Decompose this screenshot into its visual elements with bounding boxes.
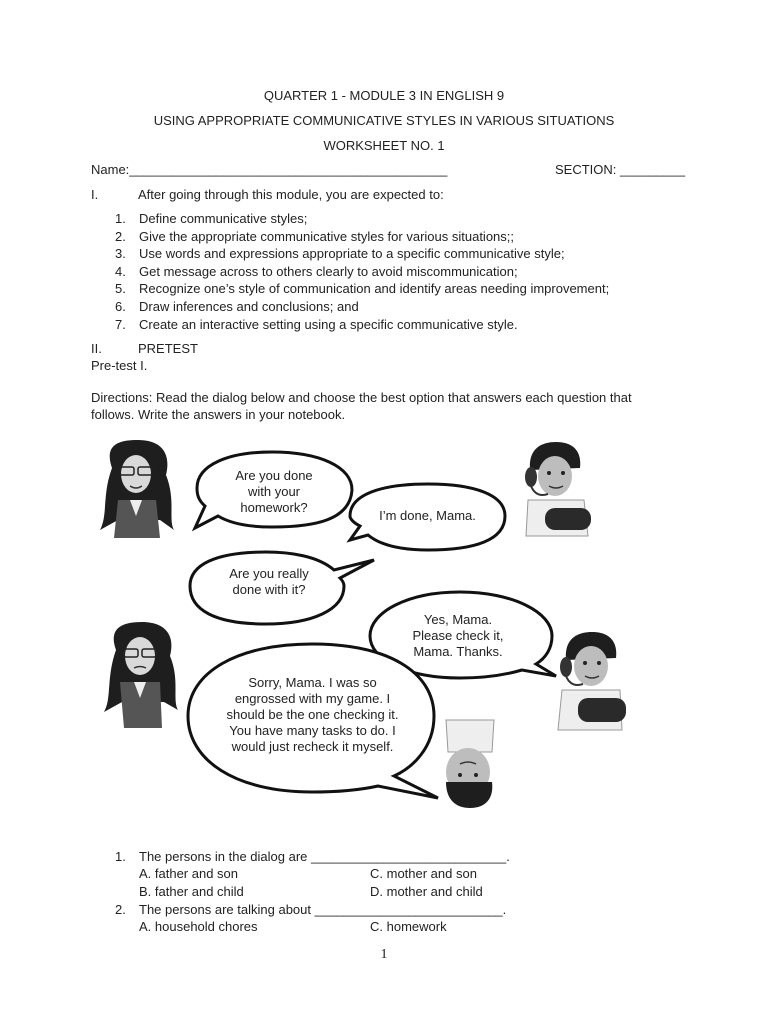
- pretest-subheading: Pre-test I.: [91, 358, 148, 373]
- directions-line-1: Directions: Read the dialog below and choose the best option that answers each question that: [91, 390, 632, 405]
- objective-item: 6. Draw inferences and conclusions; and: [115, 298, 359, 314]
- objective-item: 5. Recognize one’s style of communication and identify areas needing improvement;: [115, 281, 610, 297]
- objective-item: 4. Get message across to others clearly to avoid miscommunication;: [115, 263, 518, 279]
- page-number: 1: [380, 947, 388, 962]
- pretest-heading: PRETEST: [138, 341, 198, 356]
- part-one-intro: After going through this module, you are expected to:: [138, 187, 444, 202]
- son-gamer-avatar-icon: [558, 632, 626, 730]
- question-2-option-a[interactable]: A. household chores: [139, 919, 258, 934]
- dialog-line-1: Are you done with your homework?: [235, 468, 313, 515]
- dialog-line-4: Yes, Mama. Please check it, Mama. Thanks.: [412, 612, 504, 659]
- mother-avatar-icon: [104, 622, 178, 728]
- module-subtitle: USING APPROPRIATE COMMUNICATIVE STYLES IN VARIOUS SITUATIONS: [153, 113, 615, 128]
- dialog-line-2: I’m done, Mama.: [379, 508, 476, 523]
- objective-item: 1. Define communicative styles;: [115, 211, 308, 226]
- question-1-option-b[interactable]: B. father and child: [139, 884, 244, 899]
- question-1-number: 1.: [115, 849, 126, 864]
- question-1-option-c[interactable]: C. mother and son: [370, 866, 477, 881]
- son-gamer-avatar-icon: [525, 442, 591, 536]
- mother-avatar-icon: [100, 440, 174, 538]
- objective-item: 2. Give the appropriate communicative styles for various situations;;: [115, 228, 515, 244]
- objective-item: 7. Create an interactive setting using a specific communicative style.: [115, 316, 518, 332]
- dialog-line-5: Sorry, Mama. I was so engrossed with my game. I should be the one checking it. You have many tasks to do. I would just recheck it myself.: [226, 675, 399, 754]
- question-1-option-d[interactable]: D. mother and child: [370, 884, 483, 899]
- son-upside-down-avatar-icon: [446, 720, 494, 808]
- question-1-option-a[interactable]: A. father and son: [139, 866, 239, 881]
- section-field[interactable]: SECTION: _________: [555, 162, 686, 177]
- part-one-numeral: I.: [91, 187, 99, 202]
- dialog-line-3: Are you really done with it?: [229, 566, 309, 597]
- part-two-numeral: II.: [91, 341, 102, 356]
- name-field[interactable]: Name:____________________________________________: [91, 162, 448, 177]
- question-2-option-c[interactable]: C. homework: [370, 919, 447, 934]
- directions-line-2: follows. Write the answers in your notebook.: [91, 407, 346, 422]
- question-2-number: 2.: [115, 902, 126, 917]
- worksheet-number: WORKSHEET NO. 1: [323, 138, 445, 153]
- objective-item: 3. Use words and expressions appropriate to a specific communicative style;: [115, 246, 565, 262]
- question-2-text: The persons are talking about __________________________.: [139, 902, 507, 917]
- module-title: QUARTER 1 - MODULE 3 IN ENGLISH 9: [263, 88, 505, 103]
- question-1-text: The persons in the dialog are ___________________________.: [139, 849, 510, 864]
